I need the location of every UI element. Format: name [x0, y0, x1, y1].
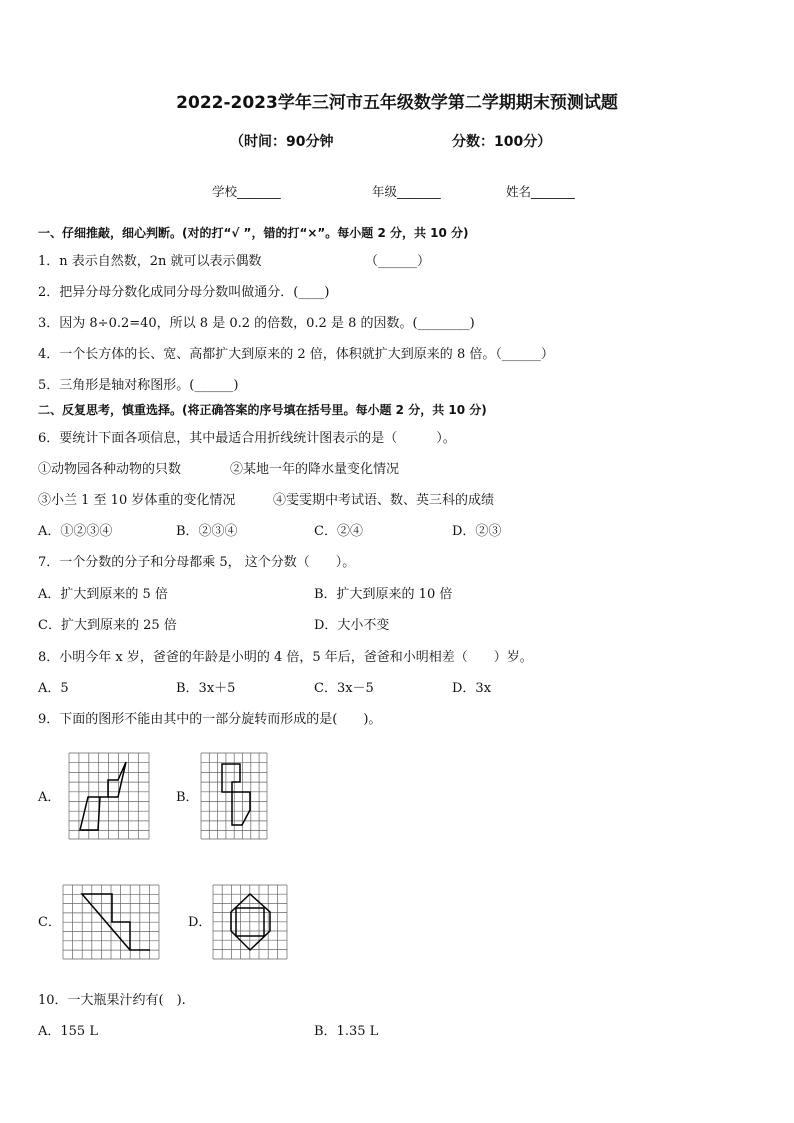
question-9: 9．下面的图形不能由其中的一部分旋转而形成的是( )。	[38, 712, 382, 727]
q6-item-1: ①动物园各种动物的只数	[38, 462, 182, 477]
q7-option-b: B．扩大到原来的 10 倍	[314, 587, 453, 602]
q7-option-c: C．扩大到原来的 25 倍	[38, 618, 177, 633]
question-5: 5．三角形是轴对称图形。(______)	[38, 378, 239, 393]
exam-time: （时间：90分钟	[230, 134, 334, 150]
q10-option-b: B．1.35 L	[314, 1024, 379, 1039]
q6-item-2: ②某地一年的降水量变化情况	[230, 462, 400, 477]
q7-option-d: D．大小不变	[314, 618, 390, 633]
page-title: 2022-2023学年三河市五年级数学第二学期期末预测试题	[176, 93, 618, 113]
q6-item-4: ④雯雯期中考试语、数、英三科的成绩	[273, 493, 495, 508]
question-1-blank: （______）	[365, 254, 431, 269]
question-7: 7．一个分数的分子和分母都乘 5， 这个分数（ ）。	[38, 555, 356, 570]
q6-option-a: A．①②③④	[38, 524, 113, 539]
question-8: 8．小明今年 x 岁，爸爸的年龄是小明的 4 倍，5 年后，爸爸和小明相差（ ）岁。	[38, 650, 533, 665]
grade-field: 年级_______	[372, 184, 441, 199]
q9-figure-a	[68, 752, 150, 840]
q6-option-c: C．②④	[314, 524, 363, 539]
question-4: 4．一个长方体的长、宽、高都扩大到原来的 2 倍，体积就扩大到原来的 8 倍。（______）	[38, 347, 554, 362]
q9-figure-c	[62, 884, 160, 960]
question-1: 1．n 表示自然数，2n 就可以表示偶数	[38, 254, 262, 269]
question-6: 6．要统计下面各项信息，其中最适合用折线统计图表示的是（ ）。	[38, 431, 456, 446]
q8-option-c: C．3x－5	[314, 681, 374, 696]
q10-option-a: A．155 L	[38, 1024, 98, 1039]
q7-option-a: A．扩大到原来的 5 倍	[38, 587, 168, 602]
question-3: 3．因为 8÷0.2=40，所以 8 是 0.2 的倍数，0.2 是 8 的因数。(________)	[38, 316, 475, 331]
q9-option-c-label: C．	[38, 915, 61, 930]
name-field: 姓名_______	[506, 184, 575, 199]
exam-score: 分数：100分）	[452, 134, 552, 150]
q8-option-d: D．3x	[452, 681, 492, 696]
q9-option-d-label: D．	[188, 915, 212, 930]
q9-figure-d	[212, 884, 288, 960]
question-2: 2．把异分母分数化成同分母分数叫做通分．(____)	[38, 285, 330, 300]
section1-heading: 一、仔细推敲，细心判断。(对的打“√ ”，错的打“×”。每小题 2 分，共 10 分)	[38, 226, 469, 240]
school-field: 学校_______	[212, 184, 281, 199]
q6-option-b: B．②③④	[176, 524, 238, 539]
question-10: 10．一大瓶果汁约有( ).	[38, 993, 186, 1008]
q9-option-a-label: A．	[38, 790, 61, 805]
q9-option-b-label: B．	[176, 790, 199, 805]
q6-item-3: ③小兰 1 至 10 岁体重的变化情况	[38, 493, 236, 508]
section2-heading: 二、反复思考，慎重选择。(将正确答案的序号填在括号里。每小题 2 分，共 10 分)	[38, 403, 487, 417]
q6-option-d: D．②③	[452, 524, 502, 539]
q8-option-a: A．5	[38, 681, 69, 696]
q8-option-b: B．3x＋5	[176, 681, 236, 696]
q9-figure-b	[200, 752, 268, 840]
